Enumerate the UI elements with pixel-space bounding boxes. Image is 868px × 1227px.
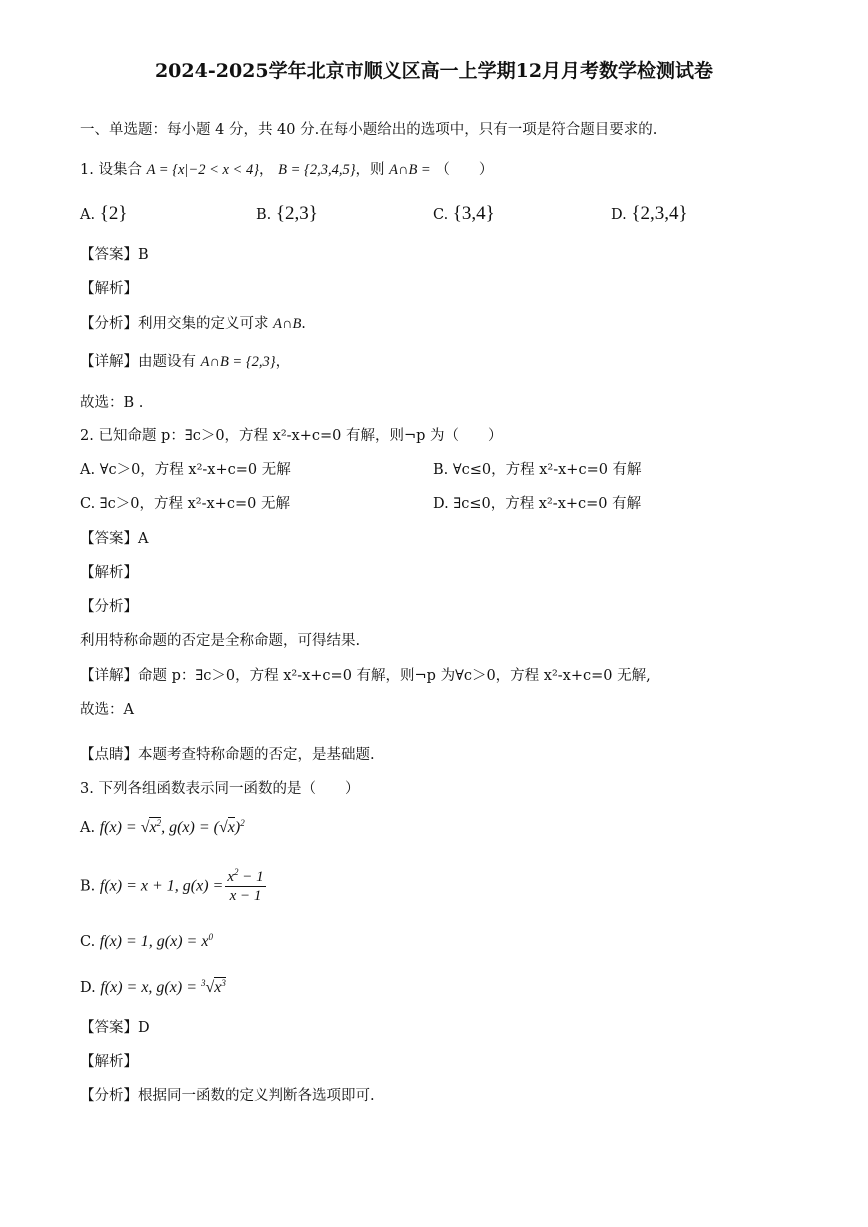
q1-option-b — [256, 204, 318, 225]
q1-option-d — [611, 204, 688, 225]
q1-stem-then: ，则 — [355, 162, 385, 178]
q3-option-c — [80, 932, 213, 952]
q2-fenxi: 【分析】 — [80, 599, 138, 615]
option-value: ∃c＞0，方程 x²-x+c=0 无解 — [99, 496, 290, 512]
option-value: ∃c≤0，方程 x²-x+c=0 有解 — [453, 496, 642, 512]
q2-option-c — [80, 494, 290, 514]
q3-option-a — [80, 818, 245, 838]
q3-option-b — [80, 868, 266, 905]
option-value: {3,4} — [452, 203, 495, 224]
q3-stem: 3. 下列各组函数表示同一函数的是（ ） — [80, 781, 360, 797]
q3-option-c-formula: f(x) = 1, $g(x) = x^0$ — [99, 932, 213, 950]
q3-option-b-formula: f(x) = x + 1, g(x) = — [99, 877, 224, 895]
option-label: C. — [80, 934, 96, 950]
option-value: {2,3,4} — [631, 203, 688, 224]
option-label: D. — [433, 496, 449, 512]
q1-ask-expr: A∩B = — [389, 162, 431, 178]
option-label: C. — [433, 207, 449, 223]
q1-set-b: B = {2,3,4,5} — [278, 162, 356, 178]
q2-option-d — [433, 494, 641, 514]
q1-answer: 【答案】B — [80, 247, 149, 263]
option-label: D. — [80, 980, 96, 996]
q3-option-a-formula: $f(x) = √x^2$, $g(x) = (√x)^2$ — [99, 818, 245, 836]
q3-option-d-formula: f(x) = x, $g(x) = ^3√x^3$ — [100, 978, 226, 996]
q2-dianjing: 【点睛】本题考查特称命题的否定，是基础题. — [80, 747, 375, 763]
q1-jiexi: 【解析】 — [80, 281, 138, 297]
fraction: $\frac{x^2 - 1}{x - 1}$ — [227, 867, 264, 904]
option-label: D. — [611, 207, 627, 223]
option-label: C. — [80, 496, 96, 512]
option-label: A. — [80, 820, 96, 836]
q1-guxuan: 故选：B . — [80, 395, 144, 411]
q3-option-d — [80, 978, 226, 998]
q2-xiangjie: 【详解】命题 p：∃c＞0，方程 x²-x+c=0 有解，则¬p 为∀c＞0，方程 x²-x+c=0 无解, — [80, 668, 651, 684]
fenxi-expr: A∩B — [273, 316, 302, 332]
q2-guxuan: 故选：A — [80, 702, 134, 718]
q1-fenxi — [80, 314, 306, 334]
q1-xiangjie — [80, 352, 290, 372]
option-label: B. — [433, 462, 449, 478]
option-value: {2} — [99, 203, 128, 224]
q1-option-a — [80, 204, 127, 225]
xiangjie-expr: A∩B = {2,3} — [200, 354, 276, 370]
q1-set-a: A = {x|−2 < x < 4} — [146, 162, 260, 178]
xiangjie-text: 【详解】由题设有 — [80, 354, 196, 370]
q3-jiexi: 【解析】 — [80, 1054, 138, 1070]
q3-answer: 【答案】D — [80, 1020, 150, 1036]
option-value: ∀c＞0，方程 x²-x+c=0 无解 — [99, 462, 291, 478]
q2-stem: 2. 已知命题 p：∃c＞0，方程 x²-x+c=0 有解，则¬p 为（ ） — [80, 428, 503, 444]
q2-option-b — [433, 460, 642, 480]
option-label: B. — [80, 878, 96, 895]
q2-jiexi: 【解析】 — [80, 565, 138, 581]
page-title: 2024-2025学年北京市顺义区高一上学期12月月考数学检测试卷 — [154, 60, 714, 82]
q2-option-a — [80, 460, 291, 480]
fenxi-suffix: . — [301, 316, 306, 332]
q1-stem-paren: （ ） — [435, 162, 494, 178]
q1-stem-sep: ， — [259, 162, 274, 178]
fenxi-text: 【分析】利用交集的定义可求 — [80, 316, 269, 332]
xiangjie-suffix: ， — [275, 354, 291, 370]
option-value: {2,3} — [275, 203, 318, 224]
q3-fenxi: 【分析】根据同一函数的定义判断各选项即可. — [80, 1088, 375, 1104]
q2-answer: 【答案】A — [80, 531, 149, 547]
option-label: A. — [80, 207, 96, 223]
option-label: A. — [80, 462, 96, 478]
q2-fenxi-body: 利用特称命题的否定是全称命题，可得结果. — [80, 633, 361, 649]
q1-stem — [80, 160, 493, 180]
option-label: B. — [256, 207, 272, 223]
q1-stem-prefix: 1. 设集合 — [80, 162, 142, 178]
option-value: ∀c≤0，方程 x²-x+c=0 有解 — [452, 462, 642, 478]
q1-option-c — [433, 204, 495, 225]
section-heading: 一、单选题：每小题 4 分，共 40 分.在每小题给出的选项中，只有一项是符合题目要求的. — [80, 122, 658, 138]
